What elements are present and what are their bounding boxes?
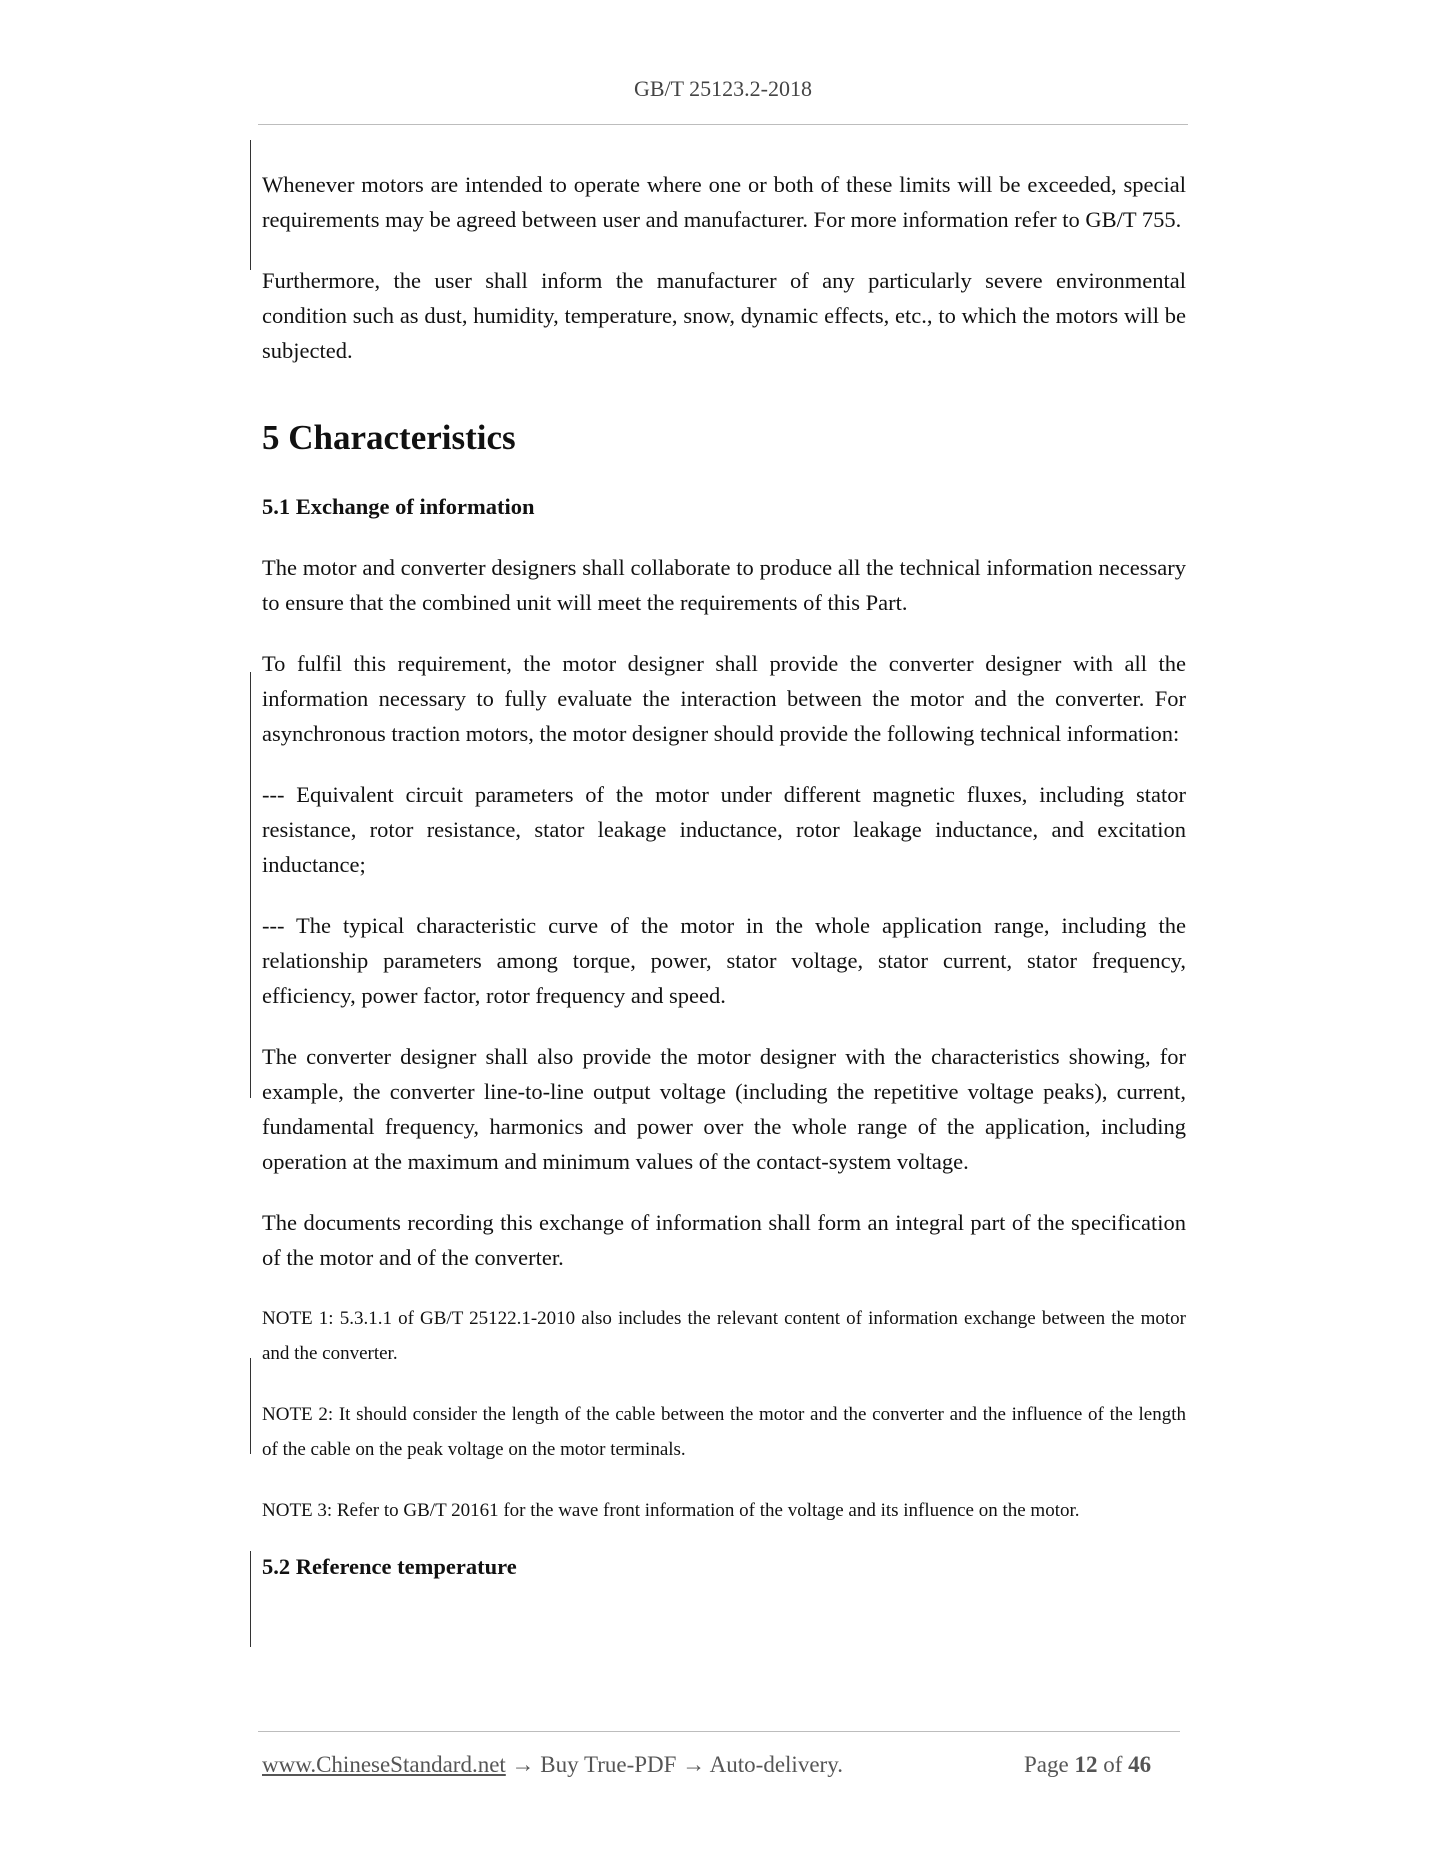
- arrow-right-icon: →: [511, 1752, 535, 1777]
- paragraph-limits: Whenever motors are intended to operate where one or both of these limits will be exceeded, special requirements may be agreed between user and manufacturer. For more information refer to GB/T 755.: [262, 172, 1186, 232]
- note-2: NOTE 2: It should consider the length of the cable between the motor and the converter and the influence of the length of the cable on the peak voltage on the motor terminals.: [262, 1404, 1186, 1460]
- page-label: Page: [1024, 1752, 1069, 1777]
- footer-promo: [262, 1752, 843, 1778]
- paragraph-motor-designer: To fulfil this requirement, the motor designer shall provide the converter designer with all the information necessary to fully evaluate the interaction between the motor and the converter. For asynchronous traction motors, the motor designer should provide the following technical information:: [262, 651, 1186, 746]
- list-item-equivalent-circuit: --- Equivalent circuit parameters of the motor under different magnetic fluxes, including stator resistance, rotor resistance, stator leakage inductance, rotor leakage inductance, and excitation inductance;: [262, 782, 1186, 877]
- buy-pdf-text: Buy True-PDF: [540, 1752, 677, 1777]
- of-label: of: [1103, 1752, 1123, 1777]
- paragraph-documents: The documents recording this exchange of information shall form an integral part of the specification of the motor and of the converter.: [262, 1210, 1186, 1270]
- paragraph-converter-designer: The converter designer shall also provide the motor designer with the characteristics showing, for example, the converter line-to-line output voltage (including the repetitive voltage peaks), current, fundamental frequency, harmonics and power over the whole range of the application, including operation at the maximum and minimum values of the contact-system voltage.: [262, 1044, 1186, 1174]
- page-header-title: GB/T 25123.2-2018: [633, 76, 813, 101]
- paragraph-collaborate: The motor and converter designers shall collaborate to produce all the technical information necessary to ensure that the combined unit will meet the requirements of this Part.: [262, 555, 1186, 615]
- total-pages: 46: [1128, 1752, 1152, 1777]
- section-heading-5-1: 5.1 Exchange of information: [262, 494, 535, 519]
- revision-bar: [250, 1551, 251, 1647]
- arrow-right-icon: →: [682, 1752, 706, 1777]
- revision-bar: [250, 1358, 251, 1454]
- revision-bar: [250, 140, 251, 270]
- section-heading-5-2: 5.2 Reference temperature: [262, 1554, 517, 1579]
- note-3: NOTE 3: Refer to GB/T 20161 for the wave front information of the voltage and its influence on the motor.: [262, 1500, 1080, 1521]
- header-divider: [258, 124, 1188, 125]
- document-body: [262, 167, 1186, 1582]
- note-1: NOTE 1: 5.3.1.1 of GB/T 25122.1-2010 also includes the relevant content of information exchange between the motor and the converter.: [262, 1308, 1186, 1364]
- paragraph-environment: Furthermore, the user shall inform the manufacturer of any particularly severe environmental condition such as dust, humidity, temperature, snow, dynamic effects, etc., to which the motors will be subjected.: [262, 268, 1186, 363]
- page-number: [1024, 1752, 1151, 1778]
- section-heading-5: 5 Characteristics: [262, 418, 516, 457]
- list-item-characteristic-curve: --- The typical characteristic curve of the motor in the whole application range, including the relationship parameters among torque, power, stator voltage, stator current, stator frequency, efficiency, power factor, rotor frequency and speed.: [262, 913, 1186, 1008]
- footer-divider: [258, 1731, 1180, 1732]
- auto-delivery-text: Auto-delivery.: [709, 1752, 843, 1777]
- revision-bar: [250, 672, 251, 1098]
- current-page: 12: [1074, 1752, 1098, 1777]
- website-link[interactable]: www.ChineseStandard.net: [262, 1752, 506, 1777]
